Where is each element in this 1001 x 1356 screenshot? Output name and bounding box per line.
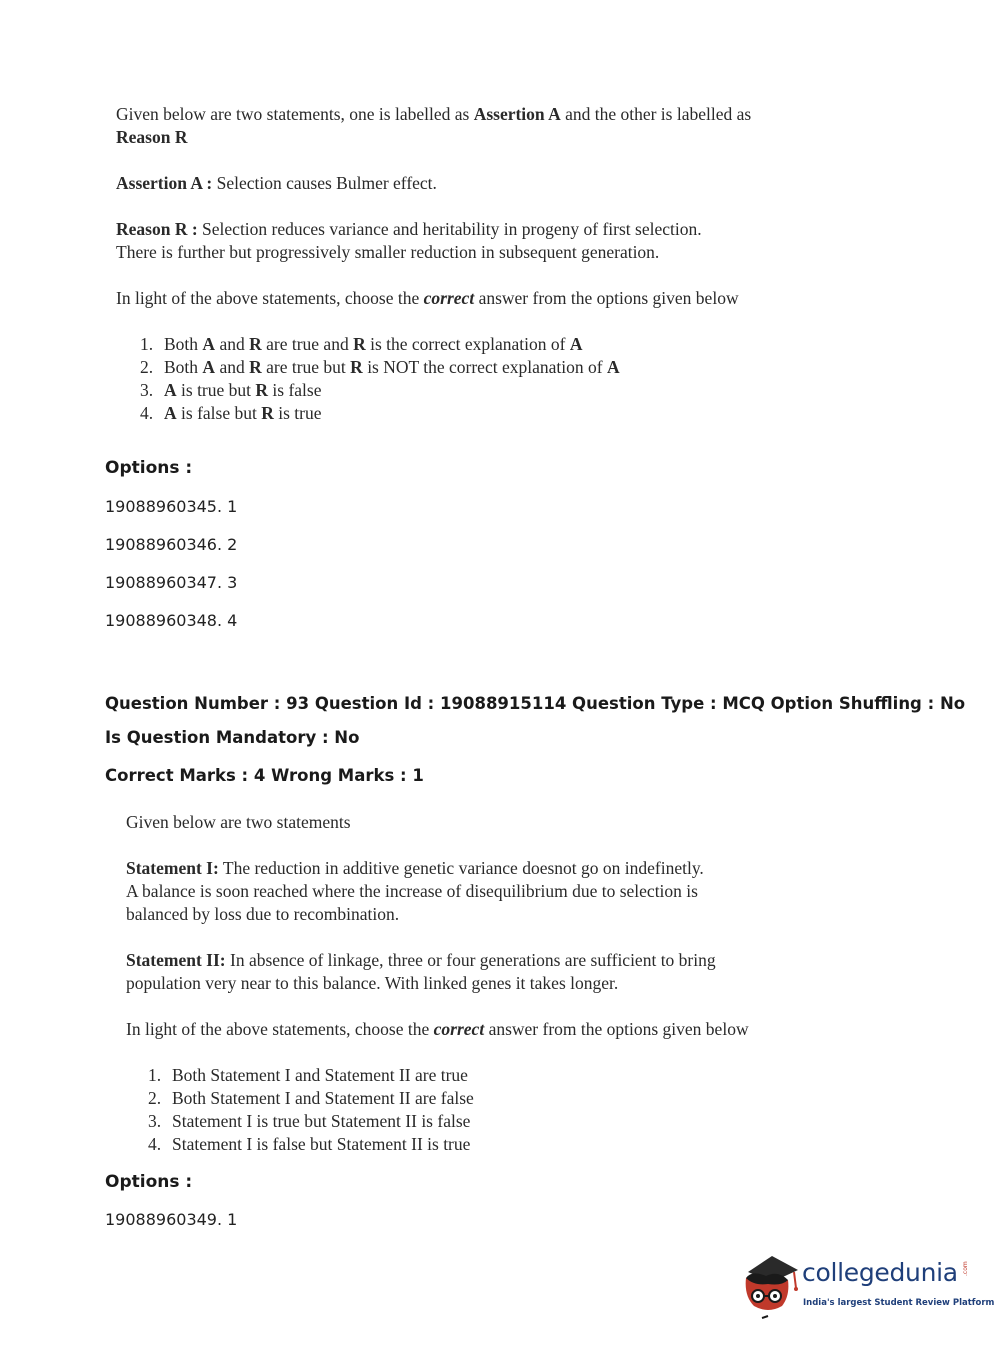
q2-choice-2: 2. Both Statement I and Statement II are false [148,1088,474,1108]
logo-tagline: India's largest Student Review Platform [803,1298,995,1308]
q2-meta-line-2: Is Question Mandatory : No [105,728,360,747]
q2-statement-1: Statement I: The reduction in additive genetic variance doesnot go on indefinetly. A balance is soon reached where the increase of disequilibrium due to selection is balanced by loss due to recombination. [126,858,704,924]
question-2-statement [126,811,766,1156]
q1-choice-1: 1. Both A and R are true and R is the correct explanation of A [140,334,583,354]
q2-meta-line-3: Correct Marks : 4 Wrong Marks : 1 [105,766,424,785]
q2-choice-4: 4. Statement I is false but Statement II is true [148,1134,471,1154]
q2-choice-3: 3. Statement I is true but Statement II is false [148,1111,471,1131]
q1-choice-2: 2. Both A and R are true but R is NOT the correct explanation of A [140,357,620,377]
mascot-icon [742,1248,802,1320]
q2-meta-line-1: Question Number : 93 Question Id : 19088915114 Question Type : MCQ Option Shuffling : No [105,694,966,713]
q1-options-heading: Options : [105,458,193,478]
q1-choice-4: 4. A is false but R is true [140,403,322,423]
q1-option-1: 19088960345. 1 [105,497,238,516]
q1-choice-3: 3. A is true but R is false [140,380,322,400]
q2-statement-2: Statement II: In absence of linkage, three or four generations are sufficient to bring population very near to this balance. With linked genes it takes longer. [126,950,716,993]
q2-intro: Given below are two statements [126,812,351,832]
q1-choice-list [140,333,756,425]
logo-suffix: .com [962,1261,969,1276]
q2-instruction: In light of the above statements, choose the correct answer from the options given below [126,1019,749,1039]
question-1-statement [116,103,756,425]
q2-options-heading: Options : [105,1172,193,1192]
q2-choice-list [148,1064,766,1156]
q2-option-1: 19088960349. 1 [105,1210,238,1229]
q2-choice-1: 1. Both Statement I and Statement II are true [148,1065,468,1085]
q1-assertion: Assertion A : Selection causes Bulmer effect. [116,173,437,193]
q1-option-2: 19088960346. 2 [105,535,238,554]
collegedunia-logo [742,1248,995,1320]
logo-wordmark: collegedunia [802,1258,958,1287]
q1-reason: Reason R : Selection reduces variance and heritability in progeny of first selection. There is further but progressively smaller reduction in subsequent generation. [116,219,702,262]
q1-option-3: 19088960347. 3 [105,573,238,592]
q1-option-4: 19088960348. 4 [105,611,238,630]
q1-instruction: In light of the above statements, choose the correct answer from the options given below [116,288,739,308]
q1-intro: Given below are two statements, one is labelled as Assertion A and the other is labelled as Reason R [116,104,752,147]
